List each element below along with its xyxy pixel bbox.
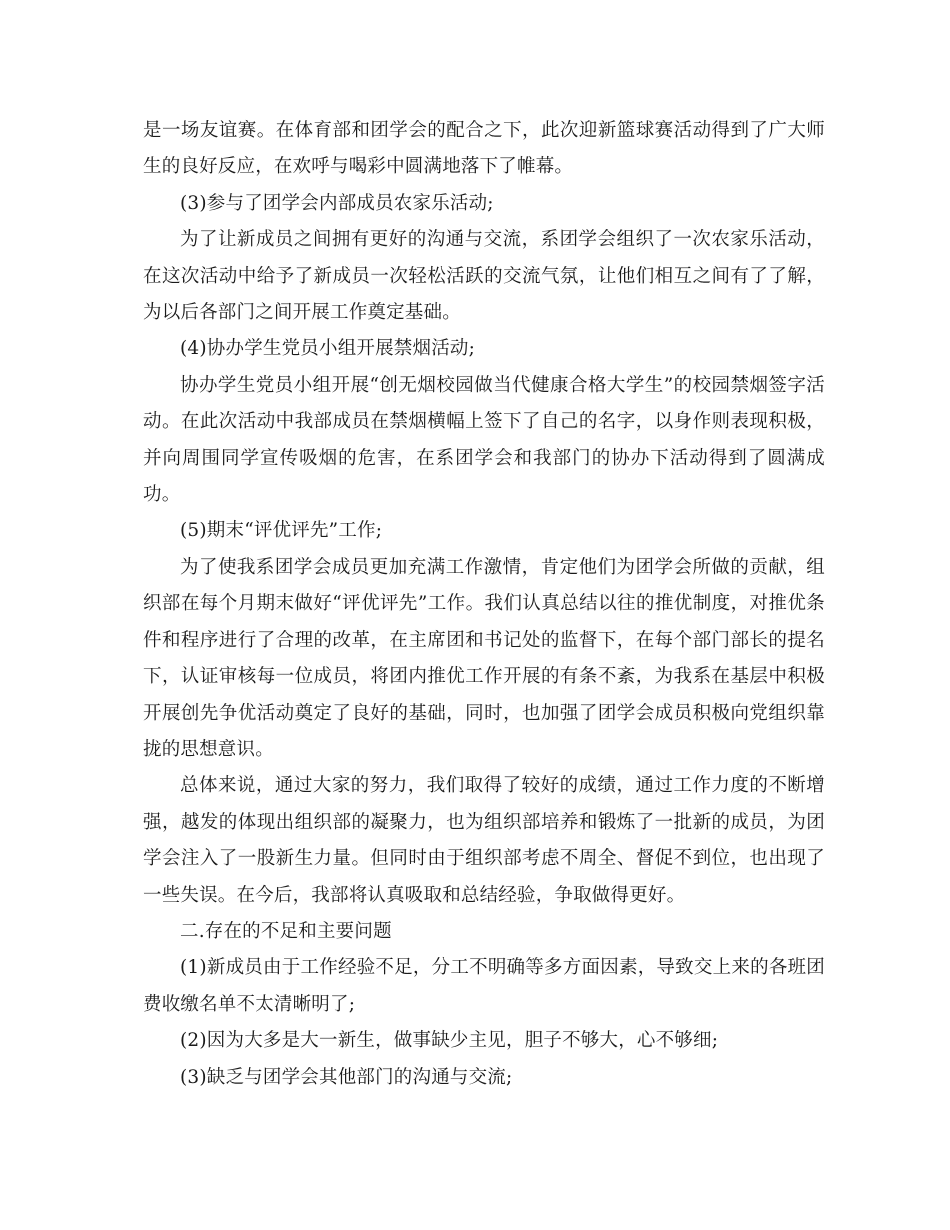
list-item-problem-3: (3)缺乏与团学会其他部门的沟通与交流; [180,1066,513,1088]
list-item-problem-1: (1)新成员由于工作经验不足，分工不明确等多方面因素，导致交上来的各班团费收缴名单不太清晰明了; [143,957,825,1015]
paragraph-farm-activity: 为了让新成员之间拥有更好的沟通与交流，系团学会组织了一次农家乐活动，在这次活动中给予了新成员一次轻松活跃的交流气氛，让他们相互之间有了了解，为以后各部门之间开展工作奠定基础。 [143,229,825,324]
list-item-farm-activity: (3)参与了团学会内部成员农家乐活动; [180,192,494,214]
paragraph-continuation: 是一场友谊赛。在体育部和团学会的配合之下，此次迎新篮球赛活动得到了广大师生的良好反应，在欢呼与喝彩中圆满地落下了帷幕。 [143,120,825,178]
paragraph-summary: 总体来说，通过大家的努力，我们取得了较好的成绩，通过工作力度的不断增强，越发的体现出组织部的凝聚力，也为组织部培养和锻炼了一批新的成员，为团学会注入了一股新生力量。但同时由于组织部考虑不周全、督促不到位，也出现了一些失误。在今后，我部将认真吸取和总结经验，争取做得更好。 [143,775,825,906]
list-item-no-smoking: (4)协办学生党员小组开展禁烟活动; [180,338,476,360]
list-item-evaluation: (5)期末“评优评先”工作; [180,520,383,542]
list-item-problem-2: (2)因为大多是大一新生，做事缺少主见，胆子不够大，心不够细; [180,1030,719,1052]
section-heading-problems: 二.存在的不足和主要问题 [180,920,392,942]
paragraph-no-smoking: 协办学生党员小组开展“创无烟校园做当代健康合格大学生”的校园禁烟签字活动。在此次活动中我部成员在禁烟横幅上签下了自己的名字，以身作则表现积极，并向周围同学宣传吸烟的危害，在系团学会和我部门的协办下活动得到了圆满成功。 [143,374,825,506]
paragraph-evaluation: 为了使我系团学会成员更加充满工作激情，肯定他们为团学会所做的贡献，组织部在每个月期末做好“评优评先”工作。我们认真总结以往的推优制度，对推优条件和程序进行了合理的改革，在主席团和书记处的监督下，在每个部门部长的提名下，认证审核每一位成员，将团内推优工作开展的有条不紊，为我系在基层中积极开展创先争优活动奠定了良好的基础，同时，也加强了团学会成员积极向党组织靠拢的思想意识。 [143,556,825,760]
